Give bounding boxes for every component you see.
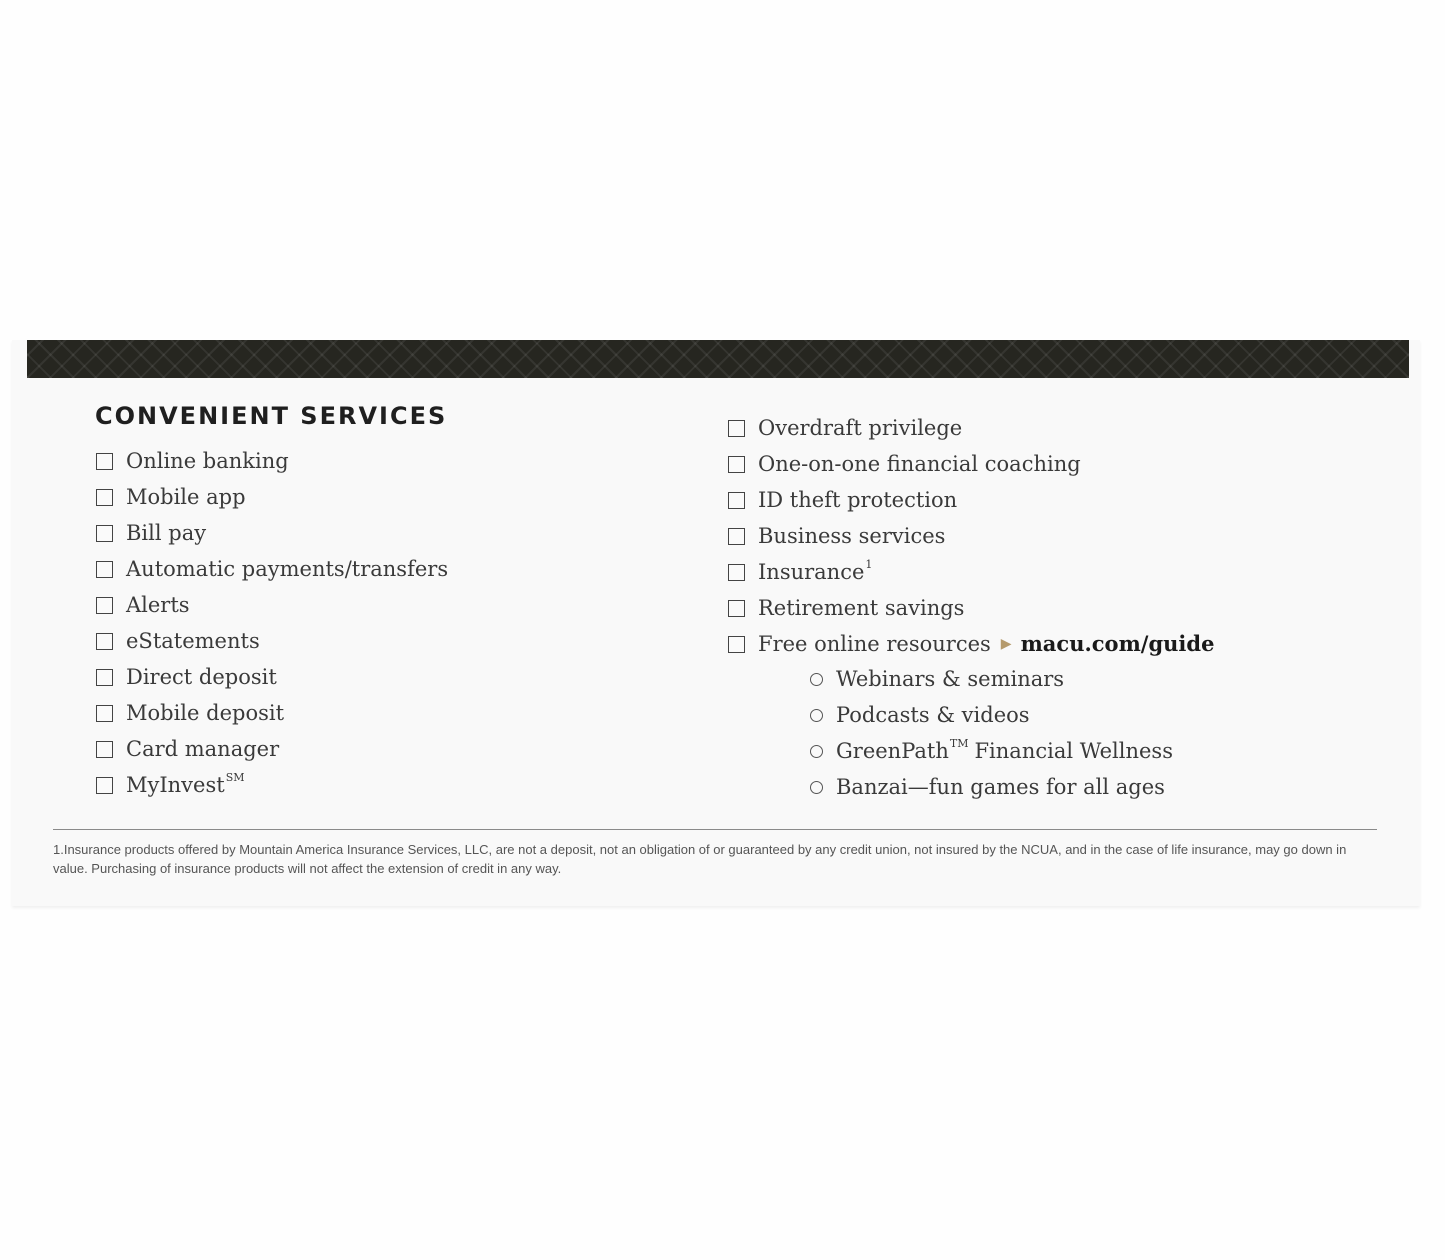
checkbox[interactable] — [96, 705, 113, 722]
option-label: eStatements — [126, 629, 260, 653]
checkbox[interactable] — [96, 633, 113, 650]
checkbox[interactable] — [728, 528, 745, 545]
section-heading: CONVENIENT SERVICES — [95, 402, 448, 430]
option-label: Online banking — [126, 449, 289, 473]
option-label-suffix: Financial Wellness — [974, 739, 1173, 763]
services-list-right — [728, 410, 1214, 662]
guide-link[interactable]: macu.com/guide — [1020, 631, 1215, 656]
checkbox[interactable] — [728, 564, 745, 581]
option-label: Mobile deposit — [126, 701, 285, 725]
option-label: GreenPath — [836, 739, 949, 763]
service-option-myinvest[interactable]: MyInvest ℠ — [96, 767, 448, 803]
service-option-online-banking[interactable] — [96, 443, 448, 479]
services-list-left — [96, 443, 448, 803]
checkbox[interactable] — [96, 669, 113, 686]
checkbox[interactable] — [96, 777, 113, 794]
service-option-overdraft-privilege[interactable] — [728, 410, 1214, 446]
radio-button[interactable] — [810, 745, 823, 758]
service-option-alerts[interactable] — [96, 587, 448, 623]
checkbox[interactable] — [96, 453, 113, 470]
online-resources-sublist — [810, 661, 1173, 805]
option-label: Overdraft privilege — [758, 416, 963, 440]
service-option-business-services[interactable] — [728, 518, 1214, 554]
resource-option-banzai[interactable] — [810, 769, 1173, 805]
service-option-automatic-payments[interactable] — [96, 551, 448, 587]
option-label: Podcasts & videos — [836, 703, 1030, 727]
checkbox[interactable] — [96, 561, 113, 578]
resource-option-podcasts[interactable] — [810, 697, 1173, 733]
checkbox[interactable] — [728, 636, 745, 653]
service-option-mobile-deposit[interactable] — [96, 695, 448, 731]
service-option-direct-deposit[interactable] — [96, 659, 448, 695]
service-option-retirement-savings[interactable] — [728, 590, 1214, 626]
arrow-right-icon: ▶ — [1000, 636, 1012, 652]
service-option-financial-coaching[interactable] — [728, 446, 1214, 482]
service-option-id-theft-protection[interactable] — [728, 482, 1214, 518]
resource-option-webinars[interactable] — [810, 661, 1173, 697]
option-label: Business services — [758, 524, 946, 548]
option-label: MyInvest — [126, 773, 225, 797]
checkbox[interactable] — [96, 525, 113, 542]
service-option-bill-pay[interactable] — [96, 515, 448, 551]
option-label: Automatic payments/transfers — [126, 557, 449, 581]
checkbox[interactable] — [96, 741, 113, 758]
checkbox[interactable] — [728, 456, 745, 473]
decorative-pattern-band — [27, 340, 1409, 378]
option-label: Bill pay — [126, 521, 207, 545]
service-option-free-online-resources[interactable] — [728, 626, 1214, 662]
option-label: Mobile app — [126, 485, 246, 509]
insurance-footnote: 1.Insurance products offered by Mountain America Insurance Services, LLC, are not a deposit, not an obligation of or guaranteed by any credit union, not insured by the NCUA, and in the case of life insurance, may go down in value. Purchasing of insurance products will not affect the extension of credit in any way. — [53, 842, 1347, 876]
option-label: Free online resources — [758, 632, 991, 656]
checkbox[interactable] — [96, 489, 113, 506]
checkbox[interactable] — [728, 420, 745, 437]
divider — [53, 829, 1377, 830]
services-card — [12, 340, 1420, 906]
option-label: ID theft protection — [758, 488, 958, 512]
service-option-estatements[interactable] — [96, 623, 448, 659]
option-label: One-on-one financial coaching — [758, 452, 1081, 476]
resource-option-greenpath[interactable]: GreenPath ™ Financial Wellness — [810, 733, 1173, 769]
checkbox[interactable] — [728, 492, 745, 509]
option-label: Webinars & seminars — [836, 667, 1065, 691]
option-label: Insurance — [758, 560, 865, 584]
checkbox[interactable] — [96, 597, 113, 614]
option-label: Direct deposit — [126, 665, 277, 689]
radio-button[interactable] — [810, 673, 823, 686]
checkbox[interactable] — [728, 600, 745, 617]
service-option-card-manager[interactable] — [96, 731, 448, 767]
option-label: Retirement savings — [758, 596, 965, 620]
option-label: Alerts — [126, 593, 190, 617]
service-option-mobile-app[interactable] — [96, 479, 448, 515]
radio-button[interactable] — [810, 709, 823, 722]
option-label: Banzai—fun games for all ages — [836, 775, 1165, 799]
option-label: Card manager — [126, 737, 280, 761]
service-option-insurance[interactable]: Insurance $^1$ — [728, 554, 1214, 590]
radio-button[interactable] — [810, 781, 823, 794]
